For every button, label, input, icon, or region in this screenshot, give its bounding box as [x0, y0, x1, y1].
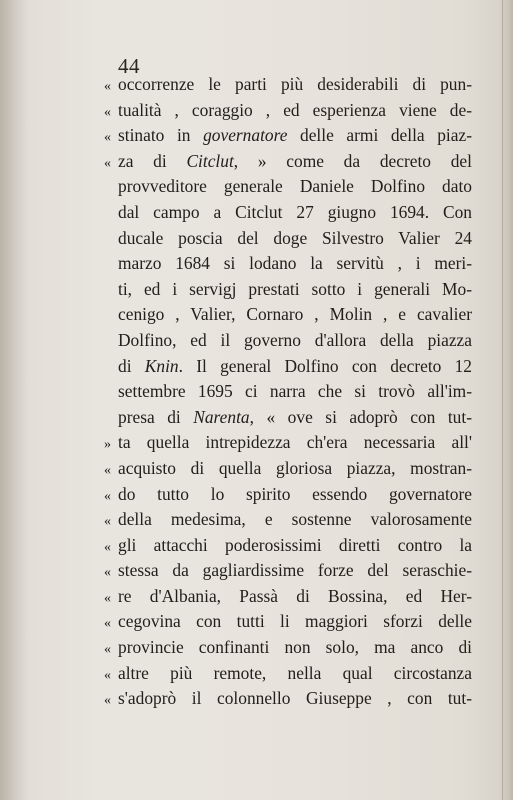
text-line	[104, 405, 472, 431]
text-line	[104, 635, 472, 661]
italic-text: Narenta	[193, 406, 250, 427]
line-text: acquisto di quella gloriosa piazza, mostran-	[118, 457, 472, 478]
line-text: altre più remote, nella qual circostanza	[118, 662, 472, 683]
line-text: ti, ed i servigj prestati sotto i generali Mo-	[118, 278, 472, 299]
text-line	[104, 251, 472, 277]
text-line	[104, 354, 472, 380]
line-text: tualità , coraggio , ed esperienza viene de-	[118, 99, 472, 120]
text-line	[104, 123, 472, 149]
text-line	[104, 174, 472, 200]
italic-text: Knin	[144, 355, 179, 376]
text-line	[104, 328, 472, 354]
text-line	[104, 98, 472, 124]
line-text: do tutto lo spirito essendo governatore	[118, 483, 472, 504]
italic-text: Citclut	[186, 150, 234, 171]
body-text	[104, 72, 472, 712]
quote-mark: «	[104, 693, 111, 709]
text-line	[104, 200, 472, 226]
quote-mark: »	[104, 437, 111, 453]
line-text: stessa da gagliardissime forze del seraschie-	[118, 560, 472, 581]
text-line	[104, 661, 472, 687]
quote-mark: «	[104, 488, 111, 504]
text-line	[104, 482, 472, 508]
text-line	[104, 507, 472, 533]
quote-mark: «	[104, 514, 111, 530]
quote-mark: «	[104, 590, 111, 606]
line-text: provincie confinanti non solo, ma anco di	[118, 637, 472, 658]
line-text: presa di	[118, 406, 194, 427]
line-text: settembre 1695 ci narra che si trovò all'im-	[118, 381, 472, 402]
line-text: provveditore generale Daniele Dolfino dato	[118, 176, 472, 197]
text-line	[104, 430, 472, 456]
quote-mark: «	[104, 155, 111, 171]
line-text: delle armi della piaz-	[287, 125, 472, 146]
line-text: stinato in	[118, 125, 204, 146]
text-line	[104, 584, 472, 610]
text-line	[104, 302, 472, 328]
page-edge-line	[502, 0, 503, 800]
line-text: za di	[118, 150, 187, 171]
text-line	[104, 149, 472, 175]
line-text: dal campo a Citclut 27 giugno 1694. Con	[118, 201, 472, 222]
line-text: cenigo , Valier, Cornaro , Molin , e cavalier	[118, 304, 472, 325]
line-text: , « ove si adoprò con tut-	[249, 406, 472, 427]
quote-mark: «	[104, 79, 111, 94]
quote-mark: «	[104, 616, 111, 632]
text-line	[104, 686, 472, 712]
text-line	[104, 609, 472, 635]
text-line	[104, 379, 472, 405]
book-gutter-shadow	[0, 0, 26, 800]
text-line	[104, 533, 472, 559]
page-number: 44	[118, 54, 140, 78]
quote-mark: «	[104, 565, 111, 581]
line-text: occorrenze le parti più desiderabili di pun-	[118, 74, 472, 94]
text-line	[104, 226, 472, 252]
line-text: Dolfino, ed il governo d'allora della piazza	[118, 329, 472, 350]
text-line	[104, 72, 472, 98]
quote-mark: «	[104, 130, 111, 146]
quote-mark: «	[104, 462, 111, 478]
quote-mark: «	[104, 104, 111, 120]
line-text: cegovina con tutti li maggiori sforzi delle	[118, 611, 472, 632]
line-text: ta quella intrepidezza ch'era necessaria all'	[118, 432, 472, 453]
line-text: gli attacchi poderosissimi diretti contro la	[118, 534, 472, 555]
line-text: , » come da decreto del	[233, 150, 472, 171]
quote-mark: «	[104, 539, 111, 555]
text-line	[104, 558, 472, 584]
line-text: s'adoprò il colonnello Giuseppe , con tut-	[118, 688, 472, 709]
line-text: di	[118, 355, 145, 376]
quote-mark: «	[104, 667, 111, 683]
text-line	[104, 277, 472, 303]
line-text: marzo 1684 si lodano la servitù , i meri-	[118, 253, 472, 274]
line-text: re d'Albania, Passà di Bossina, ed Her-	[118, 585, 472, 606]
line-text: . Il general Dolfino con decreto 12	[178, 355, 473, 376]
italic-text: governatore	[203, 125, 288, 146]
line-text: ducale poscia del doge Silvestro Valier 24	[118, 227, 472, 248]
quote-mark: «	[104, 642, 111, 658]
text-line	[104, 456, 472, 482]
line-text: della medesima, e sostenne valorosamente	[118, 509, 472, 530]
